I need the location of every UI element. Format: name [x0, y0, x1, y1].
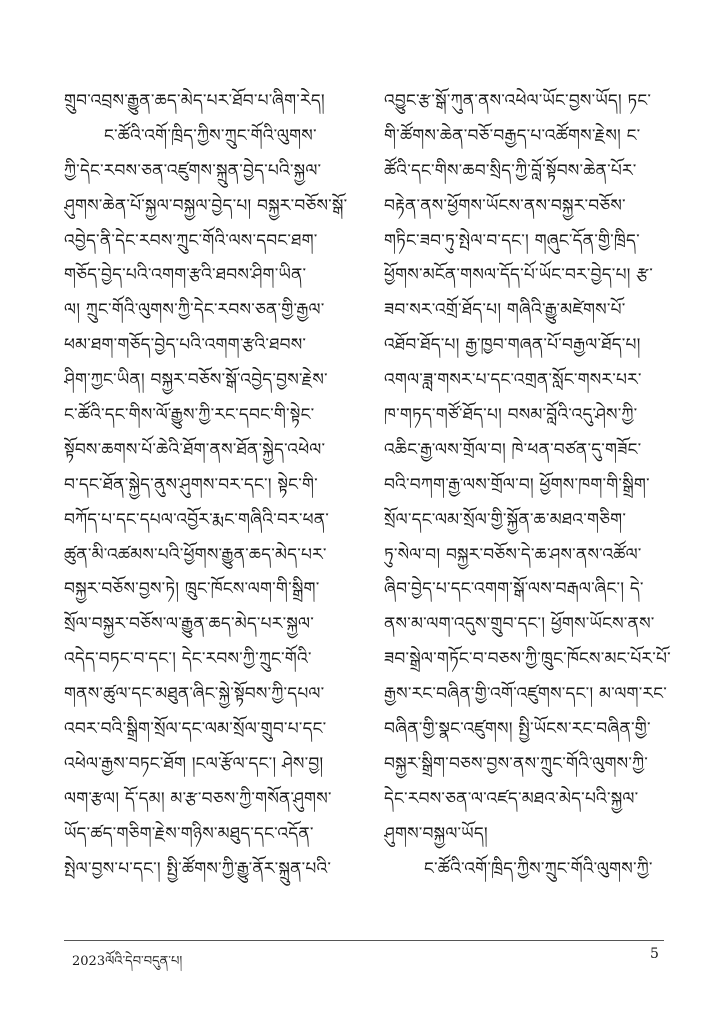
footer-divider: [64, 940, 664, 941]
text-line: སྲོལ་བསྐྱར་བཅོས་ལ་རྒྱུན་ཆད་མེད་པར་སྐྱལ་: [64, 614, 314, 635]
text-line: སྤེལ་བྱས་པ་དང་། སྤྱི་ཚོགས་ཀྱི་རྒྱུ་ནོར་སྐྲུན་པའི་: [64, 858, 332, 879]
text-line: བརྟེན་ནས་ཕྱོགས་ཡོངས་ནས་བསྐྱར་བཅོས་: [384, 195, 626, 216]
text-line: ཕྱོགས་མངོན་གསལ་དོད་པོ་ཡོང་བར་བྱེད་པ། རྩ་: [384, 265, 653, 286]
right-column: [384, 84, 672, 886]
text-line: ཚུན་མི་འཚམས་པའི་ཕྱོགས་རྒྱུན་ཆད་མེད་པར་: [64, 544, 327, 565]
text-line: འདེད་བཏང་བ་དང་། དེང་རབས་ཀྱི་ཀྲུང་གོའི་: [64, 649, 312, 670]
text-line: ང་ཚོའི་འགོ་ཁྲིད་ཀྱིས་ཀྲུང་གོའི་ལུགས་ཀྱི་: [424, 858, 653, 879]
text-line: བཞིན་གྱི་སྣང་འཛུགས། སྤྱི་ཡོངས་རང་བཞིན་གྱི་: [384, 719, 651, 740]
text-line: འབྱུང་རྩ་སྒོ་ཀུན་ནས་འཕེལ་ཡོང་བྱས་ཡོད། ཏང་: [384, 91, 652, 111]
text-line: ནས་མ་ལག་འདུས་གྲུབ་དང་། ཕྱོགས་ཡོངས་ནས་: [384, 614, 655, 635]
text-line: འཕེལ་རྒྱས་བཏང་ཐོག །ངལ་རྩོལ་དང་། ཤེས་བྱ།: [64, 753, 324, 774]
text-line: ཤུགས་བསྐྱལ་ཡོད།: [384, 823, 488, 844]
text-line: ཕམ་ཐག་གཅོད་བྱེད་པའི་འགག་རྩའི་ཐབས་: [64, 335, 307, 356]
text-line: བཀོད་པ་དང་དཔལ་འབྱོར་རྨང་གཞིའི་བར་ཕན་: [64, 509, 330, 530]
text-line: གི་ཚོགས་ཆེན་བཅོ་བརྒྱད་པ་འཚོགས་རྗེས། ང་: [384, 125, 641, 146]
text-line: ཚོའི་དང་གིས་ཆབ་སྲིད་ཀྱི་བློ་སྟོབས་ཆེན་པོར་: [384, 160, 637, 181]
text-line: ཤུགས་ཆེན་པོ་སྐྱལ་བསྐྱལ་བྱེད་པ། བསྐྱར་བཅོས་སྒོ་: [64, 195, 348, 216]
text-line: ཏུ་སེལ་བ། བསྐྱར་བཅོས་དེ་ཆ་ཤས་ནས་འཚོལ་: [384, 544, 642, 565]
page-number: 5: [650, 946, 659, 962]
left-column: [64, 84, 352, 886]
text-line: ཞིབ་བྱེད་པ་དང་འགག་སྒོ་ལས་བརྒལ་ཞིང་། དེ་: [384, 579, 644, 600]
text-line: རྒྱས་རང་བཞིན་གྱི་འགོ་འཛུགས་དང་། མ་ལག་རང་: [384, 684, 668, 705]
text-line: འཆིང་རྒྱ་ལས་གྲོལ་བ། ཁེ་ཕན་བཙན་དུ་གཟོང་: [384, 439, 642, 460]
text-line: ཟབ་སར་འགྲོ་ཐོད་པ། གཞིའི་རྒྱུ་མཛེགས་པོ་: [384, 300, 626, 321]
text-line: འབར་བའི་སྒྲིག་སྲོལ་དང་ལམ་སྲོལ་གྲུབ་པ་དང་: [64, 719, 327, 740]
text-line: བསྐྱར་སྒྲིག་བཅས་བྱས་ནས་ཀྲུང་གོའི་ལུགས་ཀྱི་: [384, 753, 649, 774]
text-line: ཀྱི་དེང་རབས་ཅན་འཛུགས་སྐྲུན་བྱེད་པའི་སྐྱལ་: [64, 160, 322, 181]
text-line: གཅོད་བྱེད་པའི་འགག་རྩའི་ཐབས་ཤིག་ཡིན་: [64, 265, 307, 286]
text-line: གྲུབ་འབྲས་རྒྱུན་ཆད་མེད་པར་ཐོབ་པ་ཞིག་རེད།: [64, 91, 325, 111]
text-line: ལག་རྩལ། དོ་དམ། མ་རྩ་བཅས་ཀྱི་གསོན་ཤུགས་: [64, 788, 332, 809]
text-line: ང་ཚོའི་འགོ་ཁྲིད་ཀྱིས་ཀྲུང་གོའི་ལུགས་: [104, 125, 317, 146]
footer-issue-label: 2023ལོའི་དེབ་བདུན་པ།: [72, 954, 183, 969]
text-line: བ་དང་ཐོན་སྐྱེད་ནུས་ཤུགས་བར་དང་། སྟེང་གི་: [64, 474, 318, 495]
text-line: ཡོད་ཚད་གཅིག་རྗེས་གཉིས་མཐུད་དང་འདོན་: [64, 823, 314, 844]
text-line: གཏིང་ཟབ་ཏུ་སྤེལ་བ་དང་། གཞུང་དོན་གྱི་ཁྲིད་: [384, 230, 640, 251]
text-line: བསྐྱར་བཅོས་བྱས་ཏེ། ཁྲུང་ཁོངས་ལག་གི་སྒྲིག་: [64, 579, 320, 600]
text-line: འཐོབ་ཐོད་པ། རྒྱ་ཁྱབ་གཞན་པོ་བརྒྱལ་ཐོད་པ།: [384, 335, 641, 356]
text-line: ལ། ཀྲུང་གོའི་ལུགས་ཀྱི་དེང་རབས་ཅན་གྱི་རྒྱལ་: [64, 300, 325, 321]
text-line: འབྱེད་ནི་དེང་རབས་ཀྲུང་གོའི་ལས་དབང་ཐག་: [64, 230, 318, 251]
text-line: སྟོབས་ཆགས་པོ་ཆེའི་ཐོག་ནས་ཐོན་སྐྱེད་འཕེལ་: [64, 439, 326, 460]
text-line: ཤིག་ཀྱང་ཡིན། བསྐྱར་བཅོས་སྒོ་འབྱེད་བྱས་རྗེས་: [64, 370, 328, 391]
text-line: དེང་རབས་ཅན་ལ་འཛད་མཐའ་མེད་པའི་སྐྱལ་: [384, 788, 639, 809]
text-line: སྲོལ་དང་ལམ་སྲོལ་གྱི་སྐྱོན་ཆ་མཐའ་གཅིག་: [384, 509, 627, 530]
text-line: བའི་བཀག་རྒྱ་ལས་གྲོལ་བ། ཕྱོགས་ཁག་གི་སྒྲིག་: [384, 474, 650, 495]
text-line: ཁ་གཏད་གཙོ་ཐོད་པ། བསམ་བློའི་འདུ་ཤེས་ཀྱི་: [384, 405, 638, 426]
text-line: ང་ཚོའི་དང་གིས་ལོ་རྒྱུས་ཀྱི་རང་དབང་གི་སྟེང་: [64, 405, 315, 426]
text-line: གནས་ཚུལ་དང་མཐུན་ཞིང་སྐྱེ་སྟོབས་ཀྱི་དཔལ་: [64, 684, 325, 705]
text-line: འགལ་ཟླ་གསར་པ་དང་འགྲན་སློང་གསར་པར་: [384, 370, 642, 391]
text-line: ཟབ་སྒྲེལ་གཏོང་བ་བཅས་ཀྱི་ཁྲུང་ཁོངས་མང་པོར་པོ་: [384, 649, 671, 670]
